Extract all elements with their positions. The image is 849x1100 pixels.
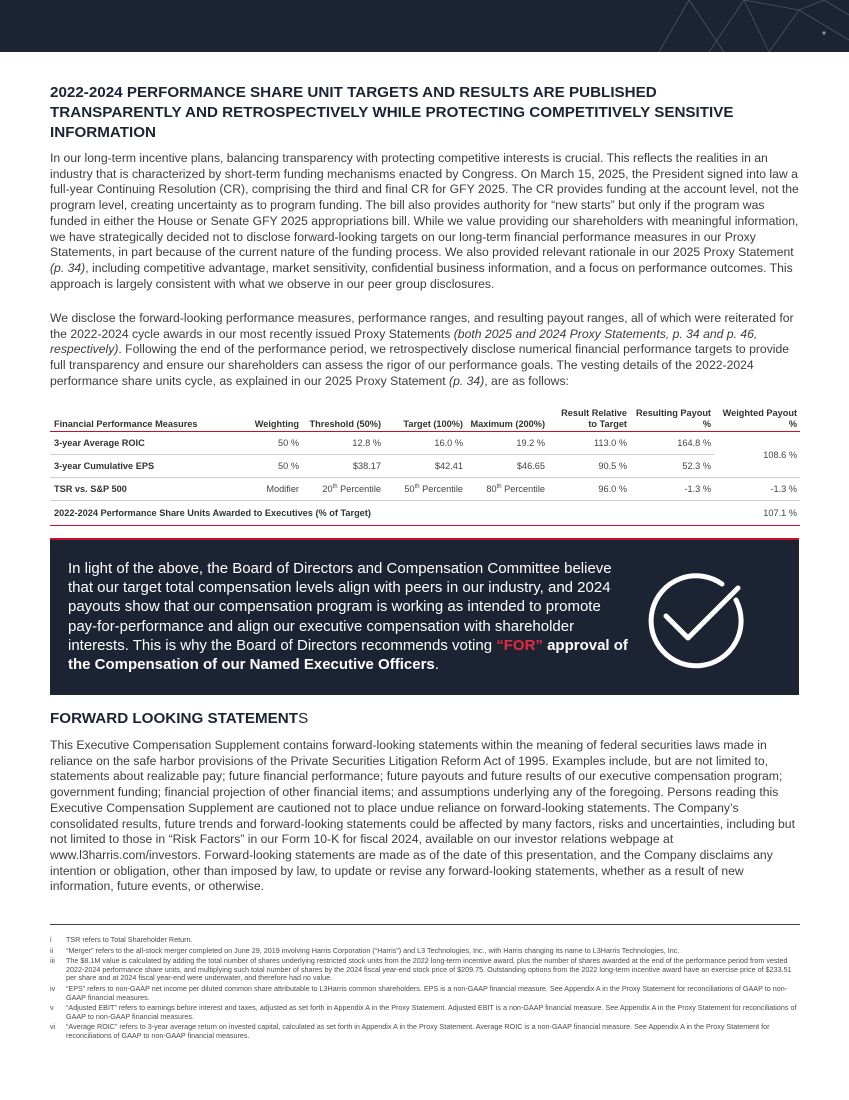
header-target: Target (100%) <box>384 406 466 432</box>
footnotes-list <box>50 936 800 1043</box>
cell-target: $42.41 <box>384 455 466 478</box>
forward-looking-heading: FORWARD LOOKING STATEMENTS <box>50 710 309 727</box>
section-heading: 2022-2024 PERFORMANCE SHARE UNIT TARGETS AND RESULTS ARE PUBLISHED TRANSPARENTLY AND RETROSPECTIVELY WHILE PROTECTING COMPETITIVELY SENSITIVE INFORMATION <box>50 84 734 141</box>
cell-threshold: 12.8 % <box>302 432 384 455</box>
footnote-item: ii “Merger” refers to the all-stock merger completed on June 29, 2019 involving Harris Corporation (“Harris”) and L3 Technologies, Inc., with Harris changing its name to L3Harris Technologies, Inc. <box>50 945 680 955</box>
cell-result-relative: 90.5 % <box>548 455 630 478</box>
table-header-row <box>50 406 800 432</box>
header-weighted-payout: Weighted Payout % <box>714 406 800 432</box>
footnote-item: i TSR refers to Total Shareholder Return. <box>50 935 193 944</box>
cell-target: 50th Percentile <box>384 478 466 501</box>
footnote-item: iv “EPS” refers to non-GAAP net income per diluted common share attributable to L3Harris common shareholders. EPS is a non-GAAP financial measure. See Appendix A in the Proxy Statement for reconciliations of GAAP to non-GAAP financial measures. <box>50 983 788 1002</box>
total-label: 2022-2024 Performance Share Units Awarded to Executives (% of Target) <box>50 501 714 526</box>
table-row <box>50 478 800 501</box>
cell-maximum: $46.65 <box>466 455 548 478</box>
callout-text: In light of the above, the Board of Directors and Compensation Committee believe that our target total compensation levels align with peers in our industry, and 2024 payouts show that our compensation program is working as intended to promote pay-for-performance and align our executive compensation with shareholder interests. This is why the Board of Directors recommends voting “FOR” approval of the Compensation of our Named Executive Officers. <box>68 560 628 674</box>
paragraph-transparency: In our long-term incentive plans, balancing transparency with protecting competitive interests is crucial. This reflects the realities in an industry that is characterized by short-term funding mechanisms enacted by Congress. On March 15, 2025, the President signed into law a full-year Continuing Resolution (CR), comprising the third and final CR for GFY 2025. The CR provides funding at the account level, not the program level, creating uncertainty as to program funding. The bill also provides authority for “new starts” but only if the program was funded in either the House or Senate GFY 2025 appropriations bill. While we value providing our shareholders with meaningful information, we have strategically decided not to disclose forward-looking targets on our long-term financial performance measures in our Proxy Statements, in part because of the current nature of the funding process. We also provided relevant rationale in our 2025 Proxy Statement (p. 34), including competitive advantage, market sensitivity, confidential business information, and a focus on performance outcomes. This approach is largely consistent with what we observe in our peer group disclosures. <box>50 151 799 291</box>
checkmark-circle-icon <box>638 564 748 674</box>
recommendation-callout <box>50 538 799 695</box>
cell-measure: 3-year Average ROIC <box>50 432 224 455</box>
header-measure: Financial Performance Measures <box>50 406 224 432</box>
decorative-lines-icon <box>649 0 849 52</box>
footnote-item: iii The $8.1M value is calculated by adding the total number of shares underlying restricted stock units from the 2022 long-term incentive award, plus the number of shares awarded at the end of the performance period from vested 2022-2024 performance share units, and multiplying such total number of shares by the 2024 fiscal year-end stock price of $209.75. Outstanding options from the 2022 long-term incentive award have an exercise price of $233.51 per share and at 2024 fiscal year-end were underwater, and therefore had no value. <box>50 956 792 983</box>
header-resulting-payout: Resulting Payout % <box>630 406 714 432</box>
header-weighting: Weighting <box>224 406 302 432</box>
footnote-divider <box>50 924 800 925</box>
paragraph-disclosure: We disclose the forward-looking performance measures, performance ranges, and resulting payout ranges, all of which were reiterated for the 2022-2024 cycle awards in our most recently issued Proxy Statements (both 2025 and 2024 Proxy Statements, p. 34 and p. 46, respectively). Following the end of the performance period, we retrospectively disclose numerical financial performance targets to provide full transparency and ensure our shareholders can assess the rigor of our performance goals. The vesting details of the 2022-2024 performance share units cycle, as explained in our 2025 Proxy Statement (p. 34), are as follows: <box>50 311 794 388</box>
cell-weighted-payout-merged: 108.6 % <box>714 432 800 478</box>
table-row <box>50 432 800 455</box>
footnote-item: vi “Average ROIC” refers to 3-year average return on invested capital, calculated as set forth in Appendix A in the Proxy Statement. Average ROIC is a non-GAAP financial measure. See Appendix A in the Proxy Statement for reconciliations of GAAP to non-GAAP financial measures. <box>50 1022 770 1040</box>
cell-maximum: 19.2 % <box>466 432 548 455</box>
header-bar <box>0 0 849 52</box>
table-total-row <box>50 501 800 526</box>
forward-looking-body: This Executive Compensation Supplement contains forward-looking statements within the meaning of federal securities laws made in reliance on the safe harbor provisions of the Private Securities Litigation Reform Act of 1995. Examples include, but are not limited to, statements about realizable pay; future financial performance; future payouts and future results of our executive compensation program; government funding; financial projection of other financial items; and assumptions underlying any of the foregoing. Persons reading this Executive Compensation Supplement are cautioned not to place undue reliance on forward-looking statements. The Company’s consolidated results, future trends and forward-looking statements could be affected by many factors, risks and uncertainties, including but not limited to those in “Risk Factors” in our Form 10-K for fiscal 2024, available on our investor relations webpage at www.l3harris.com/investors. Forward-looking statements are made as of the date of this presentation, and the Company disclaims any intention or obligation, other than imposed by law, to update or revise any forward-looking statements, whether as a result of new information, future events, or otherwise. <box>50 738 795 894</box>
header-result-relative: Result Relative to Target <box>548 406 630 432</box>
table-row <box>50 455 800 478</box>
cell-threshold: 20th Percentile <box>302 478 384 501</box>
cell-result-relative: 96.0 % <box>548 478 630 501</box>
cell-measure: 3-year Cumulative EPS <box>50 455 224 478</box>
cell-threshold: $38.17 <box>302 455 384 478</box>
cell-resulting-payout: 164.8 % <box>630 432 714 455</box>
cell-measure: TSR vs. S&P 500 <box>50 478 224 501</box>
cell-resulting-payout: 52.3 % <box>630 455 714 478</box>
cell-target: 16.0 % <box>384 432 466 455</box>
cell-weighted-payout: -1.3 % <box>714 478 800 501</box>
cell-resulting-payout: -1.3 % <box>630 478 714 501</box>
total-value: 107.1 % <box>714 501 800 526</box>
performance-table <box>50 406 800 526</box>
cell-maximum: 80th Percentile <box>466 478 548 501</box>
footnote-item: v “Adjusted EBIT” refers to earnings before interest and taxes, adjusted as set forth in Appendix A in the Proxy Statement. Adjusted EBIT is a non-GAAP financial measure. See Appendix A in the Proxy Statement for reconciliations of GAAP to non-GAAP financial measures. <box>50 1003 797 1021</box>
cell-weighting: Modifier <box>224 478 302 501</box>
cell-weighting: 50 % <box>224 455 302 478</box>
cell-weighting: 50 % <box>224 432 302 455</box>
header-threshold: Threshold (50%) <box>302 406 384 432</box>
header-maximum: Maximum (200%) <box>466 406 548 432</box>
cell-result-relative: 113.0 % <box>548 432 630 455</box>
